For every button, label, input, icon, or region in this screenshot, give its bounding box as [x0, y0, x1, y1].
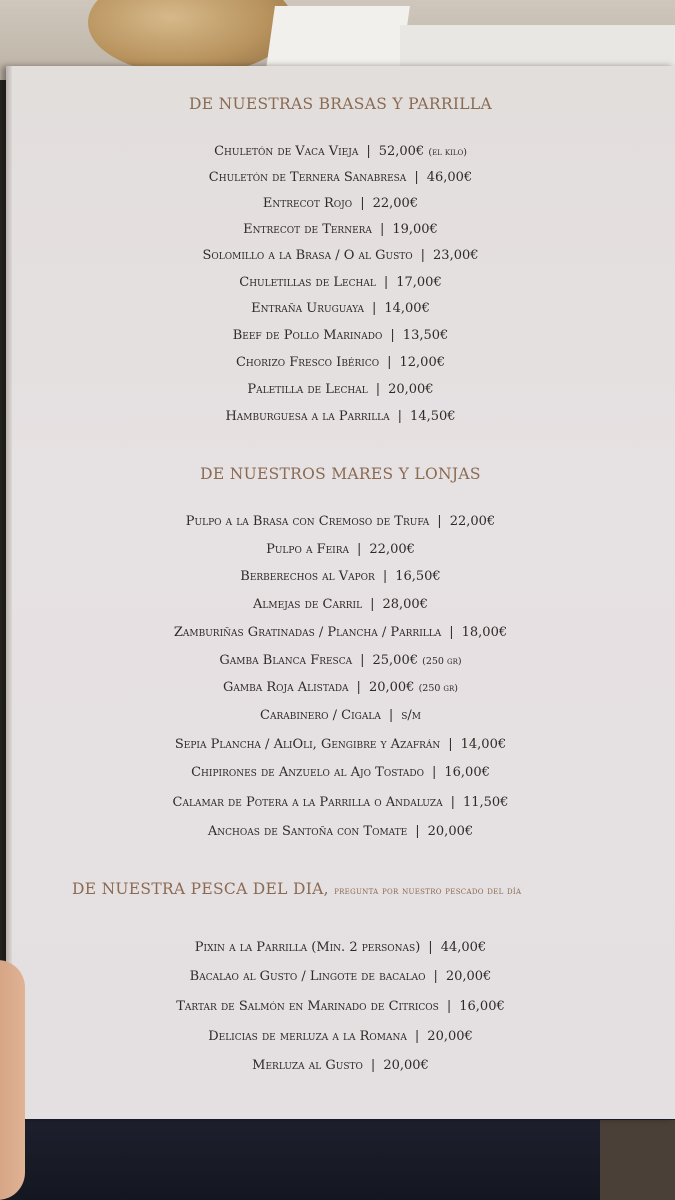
menu-item: Tartar de Salmón en Marinado de Citricos | 16,00€ — [176, 999, 505, 1014]
item-price: 14,00€ — [460, 737, 507, 752]
item-name: Almejas de Carril — [253, 597, 363, 612]
section-subtitle: pregunta por nuestro pescado del día — [334, 886, 522, 897]
item-name: Chuletón de Ternera Sanabresa — [208, 170, 407, 185]
item-note: (el kilo) — [428, 147, 467, 158]
item-note: (250 gr) — [422, 656, 462, 667]
item-name: Chorizo Fresco Ibérico — [235, 355, 380, 370]
item-name: Zamburiñas Gratinadas / Plancha / Parrilla — [173, 625, 442, 640]
section-title-brasas: DE NUESTRAS BRASAS Y PARRILLA — [189, 95, 492, 113]
item-name: Berberechos al Vapor — [240, 569, 375, 584]
item-price: 23,00€ — [433, 248, 479, 263]
item-name: Pulpo a Feira — [266, 542, 350, 557]
item-name: Entrecot Rojo — [262, 196, 353, 211]
menu-item: Zamburiñas Gratinadas / Plancha / Parrilla | 18,00€ — [173, 625, 508, 640]
item-note: (250 gr) — [418, 683, 459, 694]
menu-item: Pixin a la Parrilla (Min. 2 personas) | 44,00€ — [194, 940, 487, 955]
item-name: Chuletillas de Lechal — [239, 275, 376, 290]
item-name: Sepia Plancha / AliOli, Gengibre y Azafrán — [174, 737, 441, 752]
menu-item: Chipirones de Anzuelo al Ajo Tostado | 16,00€ — [191, 765, 490, 780]
item-price: s/m — [401, 708, 421, 723]
item-price: 46,00€ — [426, 170, 473, 185]
menu-item: Carabinero / Cigala | s/m — [260, 708, 421, 723]
item-name: Gamba Blanca Fresca — [219, 653, 353, 668]
item-price: 44,00€ — [440, 940, 487, 955]
item-name: Chuletón de Vaca Vieja — [214, 144, 359, 159]
section-title-pesca-text: DE NUESTRA PESCA DEL DIA, — [72, 880, 329, 898]
item-name: Tartar de Salmón en Marinado de Citricos — [176, 999, 439, 1014]
menu-item: Beef de Pollo Marinado | 13,50€ — [232, 328, 449, 343]
item-name: Delicias de merluza a la Romana — [208, 1029, 407, 1044]
menu-item: Solomillo a la Brasa / O al Gusto | 23,00€ — [202, 248, 479, 263]
menu-item: Calamar de Potera a la Parrilla o Andaluza | 11,50€ — [172, 795, 509, 810]
item-name: Hamburguesa a la Parrilla — [225, 409, 390, 424]
section-title-pesca — [72, 880, 521, 898]
item-price: 16,00€ — [459, 999, 505, 1014]
item-price: 28,00€ — [382, 597, 428, 612]
menu-item: Entraña Uruguaya | 14,00€ — [251, 301, 430, 316]
menu-item: Chuletillas de Lechal | 17,00€ — [239, 275, 442, 290]
hand — [0, 960, 25, 1200]
menu-item: Gamba Roja Alistada | 20,00€ (250 gr) — [222, 680, 459, 695]
menu-item: Delicias de merluza a la Romana | 20,00€ — [208, 1029, 473, 1044]
item-name: Gamba Roja Alistada — [222, 680, 349, 695]
item-price: 20,00€ — [427, 1029, 473, 1044]
menu-item: Berberechos al Vapor | 16,50€ — [240, 569, 441, 584]
item-name: Pixin a la Parrilla (Min. 2 personas) — [194, 940, 421, 955]
item-name: Bacalao al Gusto / Lingote de bacalao — [189, 969, 426, 984]
menu-item: Almejas de Carril | 28,00€ — [253, 597, 428, 612]
item-price: 22,00€ — [449, 514, 496, 529]
item-price: 52,00€ — [378, 144, 425, 159]
item-price: 22,00€ — [369, 542, 415, 557]
item-name: Paletilla de Lechal — [247, 382, 368, 397]
item-price: 12,00€ — [399, 355, 445, 370]
item-price: 11,50€ — [462, 795, 509, 810]
section-title-mares: DE NUESTROS MARES Y LONJAS — [200, 465, 481, 483]
menu-item: Hamburguesa a la Parrilla | 14,50€ — [225, 409, 456, 424]
item-price: 17,00€ — [396, 275, 442, 290]
item-name: Carabinero / Cigala — [260, 708, 381, 723]
item-price: 25,00€ — [372, 653, 418, 668]
item-name: Chipirones de Anzuelo al Ajo Tostado — [191, 765, 424, 780]
item-name: Entraña Uruguaya — [251, 301, 364, 316]
menu-item: Chuletón de Ternera Sanabresa | 46,00€ — [208, 170, 473, 185]
floor — [600, 1120, 675, 1200]
item-name: Entrecot de Ternera — [243, 222, 372, 237]
item-name: Solomillo a la Brasa / O al Gusto — [202, 248, 413, 263]
item-price: 16,50€ — [395, 569, 441, 584]
item-price: 20,00€ — [368, 680, 415, 695]
menu-item: Merluza al Gusto | 20,00€ — [252, 1058, 429, 1073]
menu-item: Pulpo a la Brasa con Cremoso de Trufa | 22,00€ — [185, 514, 496, 529]
menu-item: Bacalao al Gusto / Lingote de bacalao | 20,00€ — [189, 969, 492, 984]
menu-item: Paletilla de Lechal | 20,00€ — [247, 382, 434, 397]
item-price: 18,00€ — [461, 625, 508, 640]
item-price: 16,00€ — [444, 765, 490, 780]
item-price: 20,00€ — [427, 824, 474, 839]
menu-item: Sepia Plancha / AliOli, Gengibre y Azafrán | 14,00€ — [174, 737, 507, 752]
item-name: Merluza al Gusto — [252, 1058, 363, 1073]
menu-item: Chorizo Fresco Ibérico | 12,00€ — [235, 355, 445, 370]
menu-item: Anchoas de Santoña con Tomate | 20,00€ — [207, 824, 474, 839]
menu-item: Pulpo a Feira | 22,00€ — [266, 542, 415, 557]
item-price: 14,00€ — [384, 301, 430, 316]
item-price: 14,50€ — [410, 409, 456, 424]
menu-item: Entrecot de Ternera | 19,00€ — [243, 222, 438, 237]
item-price: 13,50€ — [402, 328, 449, 343]
item-price: 20,00€ — [445, 969, 492, 984]
item-price: 20,00€ — [388, 382, 434, 397]
item-name: Pulpo a la Brasa con Cremoso de Trufa — [185, 514, 430, 529]
menu-item: Entrecot Rojo | 22,00€ — [262, 196, 419, 211]
menu-page — [6, 66, 675, 1119]
menu-item: Gamba Blanca Fresca | 25,00€ (250 gr) — [219, 653, 462, 668]
item-name: Anchoas de Santoña con Tomate — [207, 824, 408, 839]
item-price: 22,00€ — [372, 196, 419, 211]
item-name: Beef de Pollo Marinado — [232, 328, 383, 343]
item-price: 19,00€ — [392, 222, 438, 237]
item-price: 20,00€ — [383, 1058, 429, 1073]
item-name: Calamar de Potera a la Parrilla o Andaluza — [172, 795, 443, 810]
menu-item: Chuletón de Vaca Vieja | 52,00€ (el kilo) — [214, 144, 467, 159]
